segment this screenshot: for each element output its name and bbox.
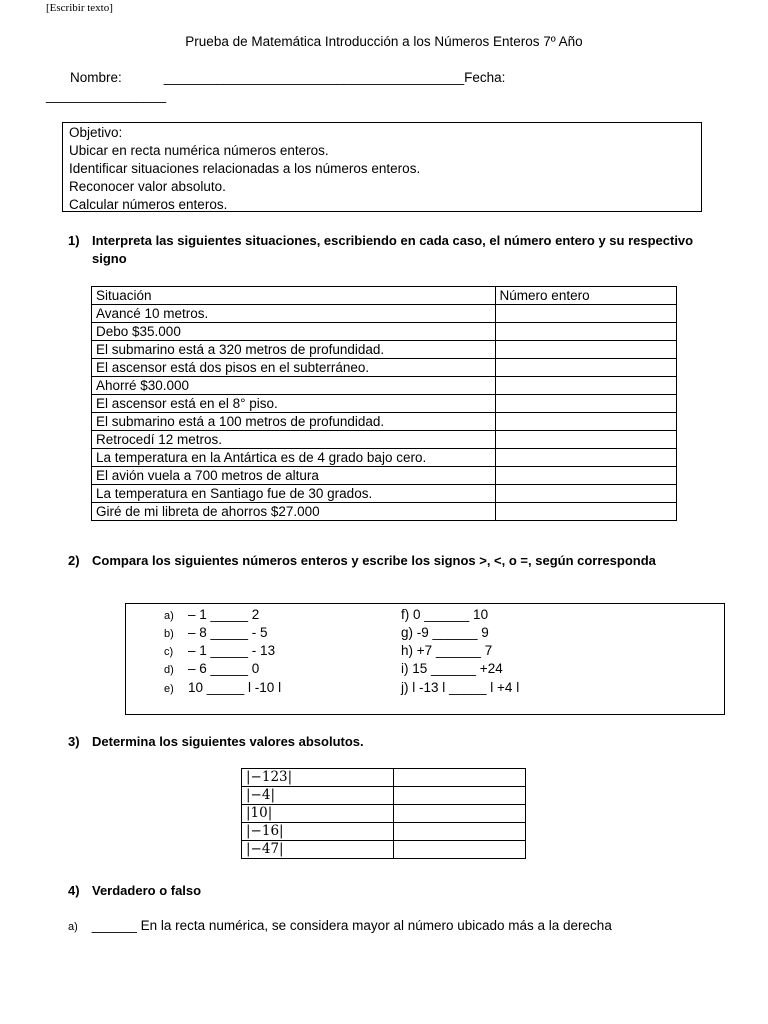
absolute-value-expression: |−47|: [242, 841, 394, 859]
statement-text: ______ En la recta numérica, se considera mayor al número ubicado más a la derecha: [91, 918, 612, 933]
question-2: [68, 552, 718, 588]
answer-cell[interactable]: [393, 841, 525, 859]
name-label: Nombre:: [70, 70, 122, 85]
comparison-item[interactable]: g) -9 ______ 9: [401, 625, 489, 640]
situation-cell: El ascensor está en el 8° piso.: [92, 395, 496, 413]
name-blank[interactable]: ________________________________________: [163, 70, 465, 85]
comparison-box: [125, 603, 725, 715]
situation-cell: Ahorré $30.000: [92, 377, 496, 395]
table-row: [92, 467, 677, 485]
situation-cell: El avión vuela a 700 metros de altura: [92, 467, 496, 485]
situation-cell: El ascensor está dos pisos en el subterráneo.: [92, 359, 496, 377]
question-text: Determina los siguientes valores absolutos.: [92, 734, 364, 749]
item-letter: d): [164, 664, 174, 676]
objective-item: Reconocer valor absoluto.: [69, 179, 226, 194]
comparison-item[interactable]: [164, 679, 281, 698]
table-row: [92, 395, 677, 413]
situation-cell: El submarino está a 100 metros de profundidad.: [92, 413, 496, 431]
situation-cell: Debo $35.000: [92, 323, 496, 341]
question-1: [68, 232, 718, 268]
answer-cell[interactable]: [495, 431, 676, 449]
question-number: 2): [68, 553, 80, 568]
table-row: [242, 841, 526, 859]
question-text: Verdadero o falso: [92, 883, 202, 898]
table-row: [92, 449, 677, 467]
situation-cell: Avancé 10 metros.: [92, 305, 496, 323]
situation-cell: El submarino está a 320 metros de profundidad.: [92, 341, 496, 359]
question-3: [68, 733, 718, 751]
answer-cell[interactable]: [393, 769, 525, 787]
situation-cell: La temperatura en la Antártica es de 4 grado bajo cero.: [92, 449, 496, 467]
header-note: [Escribir texto]: [46, 2, 113, 14]
comparison-expression: – 8 _____ - 5: [188, 625, 268, 640]
comparison-item[interactable]: h) +7 ______ 7: [401, 643, 493, 658]
absolute-value-expression: |−16|: [242, 823, 394, 841]
comparison-item[interactable]: [164, 660, 259, 679]
answer-cell[interactable]: [393, 805, 525, 823]
objectives-heading: Objetivo:: [69, 125, 123, 140]
true-false-item[interactable]: [68, 918, 612, 933]
name-date-line: [70, 70, 505, 85]
item-letter: c): [164, 646, 174, 658]
answer-cell[interactable]: [495, 449, 676, 467]
answer-cell[interactable]: [495, 323, 676, 341]
comparison-item[interactable]: [164, 624, 268, 643]
comparison-item[interactable]: j) l -13 l _____ l +4 l: [401, 680, 520, 695]
table-row: [242, 769, 526, 787]
comparison-item[interactable]: [164, 606, 259, 625]
column-header: Situación: [92, 287, 496, 305]
comparison-expression: – 6 _____ 0: [188, 661, 260, 676]
absolute-value-expression: |10|: [242, 805, 394, 823]
answer-cell[interactable]: [495, 503, 676, 521]
question-4: [68, 882, 718, 900]
table-row: [92, 359, 677, 377]
situation-cell: Retrocedí 12 metros.: [92, 431, 496, 449]
comparison-item[interactable]: i) 15 ______ +24: [401, 661, 503, 676]
answer-cell[interactable]: [495, 485, 676, 503]
item-letter: a): [164, 610, 174, 622]
item-letter: a): [68, 921, 78, 933]
question-number: 4): [68, 883, 80, 898]
absolute-values-table: [241, 768, 526, 859]
table-header-row: [92, 287, 677, 305]
answer-cell[interactable]: [495, 395, 676, 413]
answer-cell[interactable]: [495, 467, 676, 485]
table-row: [242, 787, 526, 805]
table-row: [92, 413, 677, 431]
date-label: Fecha:: [464, 70, 506, 85]
situations-table: [91, 286, 677, 521]
comparison-item[interactable]: f) 0 ______ 10: [401, 607, 489, 622]
table-row: [92, 485, 677, 503]
comparison-expression: 10 _____ l -10 l: [188, 680, 282, 695]
answer-cell[interactable]: [393, 823, 525, 841]
answer-cell[interactable]: [495, 341, 676, 359]
table-row: [92, 305, 677, 323]
page-title: Prueba de Matemática Introducción a los Números Enteros 7º Año: [185, 34, 583, 49]
item-letter: b): [164, 628, 174, 640]
table-row: [242, 823, 526, 841]
answer-cell[interactable]: [495, 413, 676, 431]
comparison-expression: – 1 _____ 2: [188, 607, 260, 622]
column-header: Número entero: [495, 287, 676, 305]
question-text: Interpreta las siguientes situaciones, escribiendo en cada caso, el número entero y su respectivo signo: [92, 233, 694, 266]
question-number: 3): [68, 734, 80, 749]
answer-cell[interactable]: [495, 305, 676, 323]
item-letter: e): [164, 683, 174, 695]
objective-item: Identificar situaciones relacionadas a los números enteros.: [69, 161, 421, 176]
absolute-value-expression: |−123|: [242, 769, 394, 787]
table-row: [92, 377, 677, 395]
question-number: 1): [68, 233, 80, 248]
question-text: Compara los siguientes números enteros y escribe los signos >, <, o =, según corresponda: [92, 553, 656, 568]
table-row: [92, 323, 677, 341]
answer-cell[interactable]: [495, 377, 676, 395]
objective-item: Calcular números enteros.: [69, 197, 228, 212]
situation-cell: Giré de mi libreta de ahorros $27.000: [92, 503, 496, 521]
table-row: [92, 431, 677, 449]
table-row: [92, 503, 677, 521]
objective-item: Ubicar en recta numérica números enteros.: [69, 143, 329, 158]
situation-cell: La temperatura en Santiago fue de 30 grados.: [92, 485, 496, 503]
absolute-value-expression: |−4|: [242, 787, 394, 805]
answer-cell[interactable]: [495, 359, 676, 377]
table-row: [92, 341, 677, 359]
objectives-box: [62, 122, 702, 212]
table-row: [242, 805, 526, 823]
answer-cell[interactable]: [393, 787, 525, 805]
date-blank[interactable]: ________________: [46, 88, 167, 103]
comparison-item[interactable]: [164, 642, 275, 661]
comparison-expression: – 1 _____ - 13: [188, 643, 276, 658]
